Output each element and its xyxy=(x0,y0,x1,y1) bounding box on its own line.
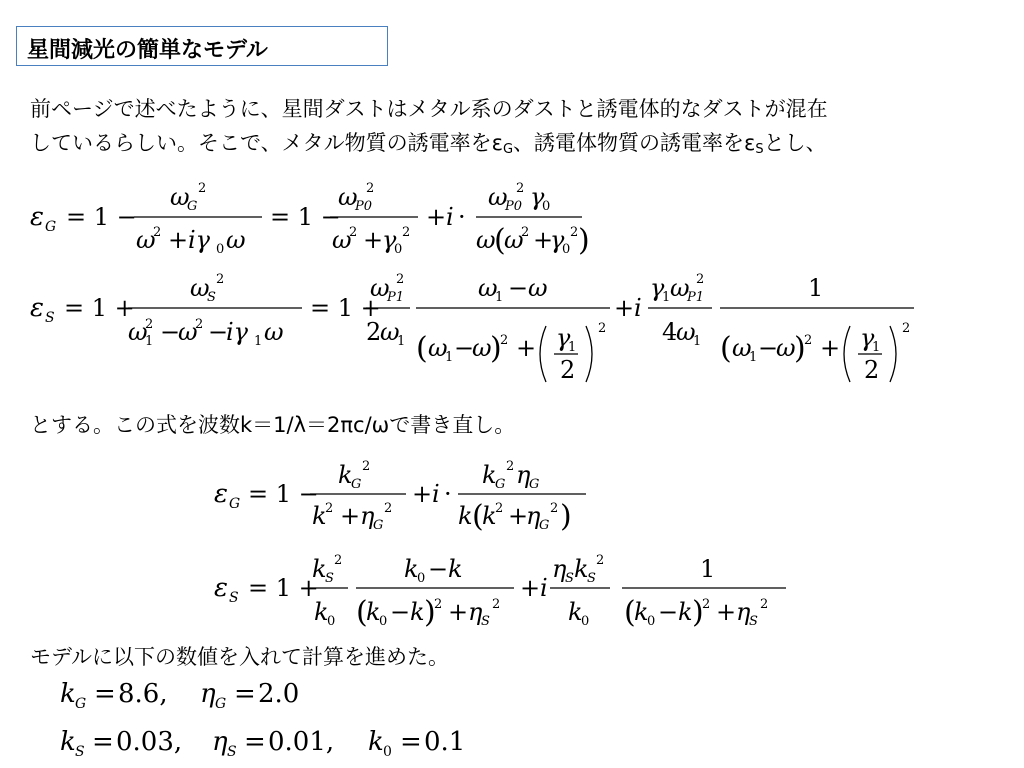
svg-text:2: 2 xyxy=(492,597,501,612)
svg-text:1: 1 xyxy=(495,290,504,305)
svg-text:k: k xyxy=(404,555,419,583)
param-etag-value: 2.0 xyxy=(258,679,300,709)
svg-text:2: 2 xyxy=(902,321,911,336)
svg-text:2: 2 xyxy=(702,597,711,612)
svg-text:η: η xyxy=(468,598,483,626)
svg-text:2: 2 xyxy=(804,333,813,348)
svg-text:·: · xyxy=(458,203,466,231)
svg-text:=: = xyxy=(400,727,422,757)
svg-text:): ) xyxy=(560,499,572,534)
svg-text:+: + xyxy=(340,502,361,530)
svg-text:2: 2 xyxy=(153,225,162,240)
svg-text:iγ: iγ xyxy=(188,226,211,254)
svg-text:G: G xyxy=(45,219,57,235)
svg-text:+: + xyxy=(716,598,737,626)
intro-line-2 xyxy=(30,128,827,165)
svg-text:ω: ω xyxy=(380,318,400,346)
param-k0-value: 0.1 xyxy=(424,727,466,757)
svg-text:η: η xyxy=(552,555,567,583)
svg-text:G: G xyxy=(75,696,87,712)
svg-text:k: k xyxy=(568,598,583,626)
svg-text:+: + xyxy=(412,480,433,508)
svg-text:1: 1 xyxy=(568,340,577,355)
svg-text:η: η xyxy=(526,502,541,530)
svg-text:k: k xyxy=(448,555,463,583)
svg-text:0: 0 xyxy=(394,242,403,257)
svg-text:+: + xyxy=(426,203,447,231)
svg-text:0: 0 xyxy=(647,614,656,629)
svg-text:1: 1 xyxy=(254,334,263,349)
svg-text:0: 0 xyxy=(562,242,571,257)
svg-text:ω: ω xyxy=(472,334,492,362)
svg-text:−: − xyxy=(658,598,679,626)
svg-text:ω: ω xyxy=(488,183,508,211)
svg-text:i: i xyxy=(432,480,440,508)
svg-text:k: k xyxy=(312,502,327,530)
svg-text:1: 1 xyxy=(872,340,881,355)
svg-text:G: G xyxy=(495,477,506,492)
title-box xyxy=(16,26,388,66)
svg-text:i: i xyxy=(634,294,642,322)
svg-text:1: 1 xyxy=(749,350,758,365)
model-text: モデルに以下の数値を入れて計算を進めた。 xyxy=(30,645,449,669)
svg-text:+: + xyxy=(533,226,554,254)
svg-text:1: 1 xyxy=(397,334,406,349)
svg-text:ω: ω xyxy=(264,318,284,346)
svg-text:−: − xyxy=(208,318,229,346)
svg-text:γ: γ xyxy=(650,274,665,302)
svg-text:2: 2 xyxy=(596,553,605,568)
subscript-g: G xyxy=(502,142,514,157)
svg-text:ε: ε xyxy=(214,479,228,509)
svg-text:=: = xyxy=(92,727,114,757)
svg-text:2: 2 xyxy=(334,553,343,568)
svg-text:+: + xyxy=(508,502,529,530)
svg-text:k: k xyxy=(410,598,425,626)
svg-text:+: + xyxy=(448,598,469,626)
svg-text:−: − xyxy=(428,555,449,583)
svg-text:2: 2 xyxy=(366,318,382,346)
svg-text:k: k xyxy=(482,461,497,489)
svg-text:1: 1 xyxy=(808,274,824,302)
svg-text:0: 0 xyxy=(581,614,590,629)
param-ks-value: 0.03, xyxy=(116,727,183,757)
svg-text:2: 2 xyxy=(325,501,334,516)
svg-text:k: k xyxy=(314,598,329,626)
epsilon-symbol-g: ε xyxy=(491,131,503,155)
equation-epsilon-s-omega xyxy=(30,268,930,386)
svg-text:ω: ω xyxy=(504,226,524,254)
svg-text:S: S xyxy=(75,744,85,760)
svg-text:ω: ω xyxy=(128,318,148,346)
svg-text:P0: P0 xyxy=(355,199,373,214)
svg-text:2: 2 xyxy=(550,501,559,516)
transform-text: とする。この式を波数k＝1/λ＝2πc/ωで書き直し。 xyxy=(30,413,516,437)
svg-text:η: η xyxy=(360,502,375,530)
svg-text:γ: γ xyxy=(382,226,397,254)
svg-text:2: 2 xyxy=(696,272,705,287)
svg-text:2: 2 xyxy=(402,225,411,240)
svg-text:2: 2 xyxy=(384,501,393,516)
svg-text:η: η xyxy=(516,461,531,489)
svg-text:S: S xyxy=(325,571,334,586)
svg-text:2: 2 xyxy=(516,181,525,196)
svg-text:k: k xyxy=(634,598,649,626)
svg-text:S: S xyxy=(229,590,239,606)
intro-line-1: 前ページで述べたように、星間ダストはメタル系のダストと誘電体的なダストが混在 xyxy=(30,97,828,121)
svg-text:i: i xyxy=(540,574,548,602)
svg-text:(: ( xyxy=(624,595,636,630)
svg-text:2: 2 xyxy=(434,597,443,612)
svg-text:k: k xyxy=(574,555,589,583)
svg-text:0: 0 xyxy=(417,571,426,586)
svg-text:i: i xyxy=(446,203,454,231)
svg-text:ω: ω xyxy=(428,334,448,362)
svg-text:2: 2 xyxy=(598,321,607,336)
svg-text:ω: ω xyxy=(776,334,796,362)
svg-text:1: 1 xyxy=(662,290,671,305)
svg-text:S: S xyxy=(45,310,55,326)
equation-epsilon-g-k xyxy=(214,458,594,540)
svg-text:= 1 −: = 1 − xyxy=(270,203,341,231)
svg-text:k: k xyxy=(60,679,76,709)
svg-text:G: G xyxy=(373,518,384,533)
svg-text:+: + xyxy=(614,294,635,322)
svg-text:η: η xyxy=(200,679,216,709)
intro-line-2-part2: 、誘電体物質の誘電率を xyxy=(513,131,745,155)
svg-text:k: k xyxy=(338,461,353,489)
svg-text:−: − xyxy=(508,274,529,302)
param-kg-value: 8.6, xyxy=(118,679,168,709)
svg-text:2: 2 xyxy=(366,181,375,196)
svg-text:k: k xyxy=(60,727,76,757)
svg-text:= 1 −: = 1 − xyxy=(66,203,137,231)
svg-text:γ: γ xyxy=(860,324,875,352)
svg-text:): ) xyxy=(490,331,502,366)
svg-text:2: 2 xyxy=(396,272,405,287)
svg-text:ω: ω xyxy=(178,318,198,346)
svg-text:iγ: iγ xyxy=(226,318,249,346)
svg-text:0: 0 xyxy=(542,199,551,214)
svg-text:0: 0 xyxy=(327,614,336,629)
svg-text:2: 2 xyxy=(500,333,509,348)
svg-text:(: ( xyxy=(356,595,368,630)
svg-text:ω: ω xyxy=(170,183,190,211)
svg-text:=: = xyxy=(244,727,266,757)
svg-text:G: G xyxy=(187,199,198,214)
svg-text:2: 2 xyxy=(195,317,204,332)
svg-text:γ: γ xyxy=(530,183,545,211)
svg-text:ω: ω xyxy=(478,274,498,302)
svg-text:): ) xyxy=(424,595,436,630)
slide-title: 星間減光の簡単なモデル xyxy=(27,38,268,63)
svg-text:ω: ω xyxy=(370,274,390,302)
svg-text:ω: ω xyxy=(476,226,496,254)
svg-text:(: ( xyxy=(720,331,732,366)
svg-text:+: + xyxy=(168,226,189,254)
svg-text:1: 1 xyxy=(445,350,454,365)
svg-text:0: 0 xyxy=(379,614,388,629)
svg-text:+: + xyxy=(516,334,537,362)
svg-text:k: k xyxy=(366,598,381,626)
svg-text:0: 0 xyxy=(383,744,392,760)
svg-text:2: 2 xyxy=(198,181,207,196)
svg-text:ω: ω xyxy=(670,274,690,302)
svg-text:4: 4 xyxy=(662,318,678,346)
svg-text:2: 2 xyxy=(864,356,880,384)
intro-line-2-part1: しているらしい。そこで、メタル物質の誘電率を xyxy=(30,131,492,155)
svg-text:2: 2 xyxy=(521,225,530,240)
parameter-values xyxy=(50,676,520,766)
svg-text:ω: ω xyxy=(732,334,752,362)
intro-line-2-part3: とし、 xyxy=(763,131,827,155)
svg-text:=: = xyxy=(94,679,116,709)
subscript-s: S xyxy=(755,142,764,157)
equation-epsilon-g-omega xyxy=(30,180,590,262)
svg-text:γ: γ xyxy=(550,226,565,254)
param-etas-value: 0.01, xyxy=(268,727,335,757)
svg-text:−: − xyxy=(454,334,475,362)
svg-text:S: S xyxy=(749,614,758,629)
svg-text:S: S xyxy=(587,571,596,586)
svg-text:P1: P1 xyxy=(387,290,405,305)
svg-text:S: S xyxy=(481,614,490,629)
svg-text:+: + xyxy=(363,226,384,254)
svg-text:): ) xyxy=(794,331,806,366)
svg-text:ε: ε xyxy=(30,293,44,323)
svg-text:0: 0 xyxy=(216,242,225,257)
svg-text:ω: ω xyxy=(190,274,210,302)
svg-text:G: G xyxy=(351,477,362,492)
svg-text:2: 2 xyxy=(760,597,769,612)
svg-text:2: 2 xyxy=(145,317,154,332)
svg-text:k: k xyxy=(312,555,327,583)
svg-text:2: 2 xyxy=(570,225,579,240)
svg-text:G: G xyxy=(215,696,227,712)
svg-text:= 1 +: = 1 + xyxy=(248,574,319,602)
svg-text:(: ( xyxy=(416,331,428,366)
svg-text:η: η xyxy=(212,727,228,757)
svg-text:k: k xyxy=(368,727,384,757)
svg-text:−: − xyxy=(160,318,181,346)
svg-text:ω: ω xyxy=(332,226,352,254)
svg-text:= 1 +: = 1 + xyxy=(64,294,135,322)
svg-text:G: G xyxy=(529,477,540,492)
svg-text:P0: P0 xyxy=(505,199,523,214)
svg-text:−: − xyxy=(390,598,411,626)
svg-text:γ: γ xyxy=(556,324,571,352)
svg-text:(: ( xyxy=(494,223,506,258)
svg-text:−: − xyxy=(758,334,779,362)
svg-text:S: S xyxy=(227,744,237,760)
svg-text:2: 2 xyxy=(216,272,225,287)
svg-text:ω: ω xyxy=(676,318,696,346)
svg-text:k: k xyxy=(458,502,473,530)
svg-text:ω: ω xyxy=(528,274,548,302)
svg-text:=: = xyxy=(234,679,256,709)
svg-text:+: + xyxy=(820,334,841,362)
svg-text:ε: ε xyxy=(30,202,44,232)
svg-text:P1: P1 xyxy=(687,290,705,305)
svg-text:= 1 +: = 1 + xyxy=(310,294,381,322)
svg-text:): ) xyxy=(692,595,704,630)
svg-text:): ) xyxy=(578,223,590,258)
svg-text:k: k xyxy=(678,598,693,626)
svg-text:+: + xyxy=(520,574,541,602)
svg-text:1: 1 xyxy=(145,334,154,349)
equation-epsilon-s-k xyxy=(214,550,794,636)
svg-text:2: 2 xyxy=(495,501,504,516)
svg-text:G: G xyxy=(229,496,241,512)
svg-text:2: 2 xyxy=(362,459,371,474)
epsilon-symbol-s: ε xyxy=(744,131,756,155)
svg-text:G: G xyxy=(539,518,550,533)
svg-text:1: 1 xyxy=(700,555,716,583)
svg-text:η: η xyxy=(736,598,751,626)
svg-text:k: k xyxy=(482,502,497,530)
svg-text:1: 1 xyxy=(693,334,702,349)
svg-text:·: · xyxy=(444,480,452,508)
svg-text:ω: ω xyxy=(338,183,358,211)
svg-text:(: ( xyxy=(472,499,484,534)
svg-text:ω: ω xyxy=(136,226,156,254)
svg-text:2: 2 xyxy=(506,459,515,474)
svg-text:= 1 −: = 1 − xyxy=(248,480,319,508)
svg-text:2: 2 xyxy=(349,225,358,240)
svg-text:ε: ε xyxy=(214,573,228,603)
svg-text:S: S xyxy=(565,571,574,586)
svg-text:ω: ω xyxy=(226,226,246,254)
svg-text:S: S xyxy=(207,290,216,305)
svg-text:2: 2 xyxy=(560,356,576,384)
